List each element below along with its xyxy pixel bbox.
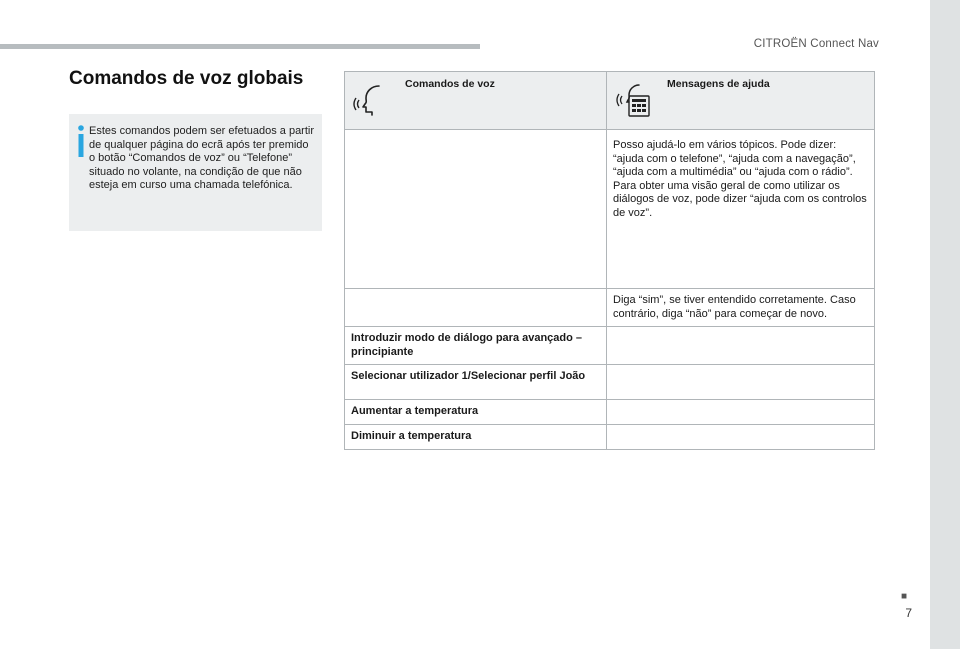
brand-title: CITROËN Connect Nav <box>753 38 879 50</box>
header-commands <box>345 72 607 130</box>
command-cell: Introduzir modo de diálogo para avançado – principiante <box>345 327 607 365</box>
side-strip <box>930 0 960 649</box>
top-rule <box>0 44 480 49</box>
help-cell: Diga “sim”, se tiver entendido corretamente. Caso contrário, diga “não” para começar de novo. <box>607 289 875 327</box>
info-icon <box>77 125 85 157</box>
section-title: Comandos de voz globais <box>69 68 304 89</box>
table-header-row <box>345 72 875 130</box>
info-box <box>69 114 322 231</box>
page-marker: ■ <box>900 591 907 602</box>
command-cell: Aumentar a temperatura <box>345 400 607 425</box>
help-cell <box>607 327 875 365</box>
help-cell <box>607 365 875 400</box>
command-cell <box>345 130 607 289</box>
command-cell: Diminuir a temperatura <box>345 425 607 450</box>
table-row <box>345 365 875 400</box>
voice-commands-table <box>344 71 875 450</box>
help-cell: Posso ajudá-lo em vários tópicos. Pode dizer: “ajuda com o telefone”, “ajuda com a navegação”, “ajuda com a multimédia” ou “ajuda com o rádio”. Para obter uma visão geral de como utilizar os diálogos de voz, pode dizer “ajuda com os controlos de voz”. <box>607 130 875 289</box>
help-cell <box>607 400 875 425</box>
command-cell <box>345 289 607 327</box>
help-cell <box>607 425 875 450</box>
table-row <box>345 130 875 289</box>
header-help <box>607 72 875 130</box>
phone-voice-icon <box>615 82 651 118</box>
table-row <box>345 425 875 450</box>
voice-command-icon <box>353 82 389 118</box>
command-cell: Selecionar utilizador 1/Selecionar perfil João <box>345 365 607 400</box>
table-row <box>345 327 875 365</box>
header-commands-label: Comandos de voz <box>405 78 495 90</box>
page-number: 7 <box>905 606 912 620</box>
info-text: Estes comandos podem ser efetuados a partir de qualquer página do ecrã após ter premido o botão “Comandos de voz” ou “Telefone” situado no volante, na condição de que não esteja em curso uma chamada telefónica. <box>89 125 315 192</box>
table-row <box>345 289 875 327</box>
header-help-label: Mensagens de ajuda <box>667 78 770 90</box>
table-row <box>345 400 875 425</box>
